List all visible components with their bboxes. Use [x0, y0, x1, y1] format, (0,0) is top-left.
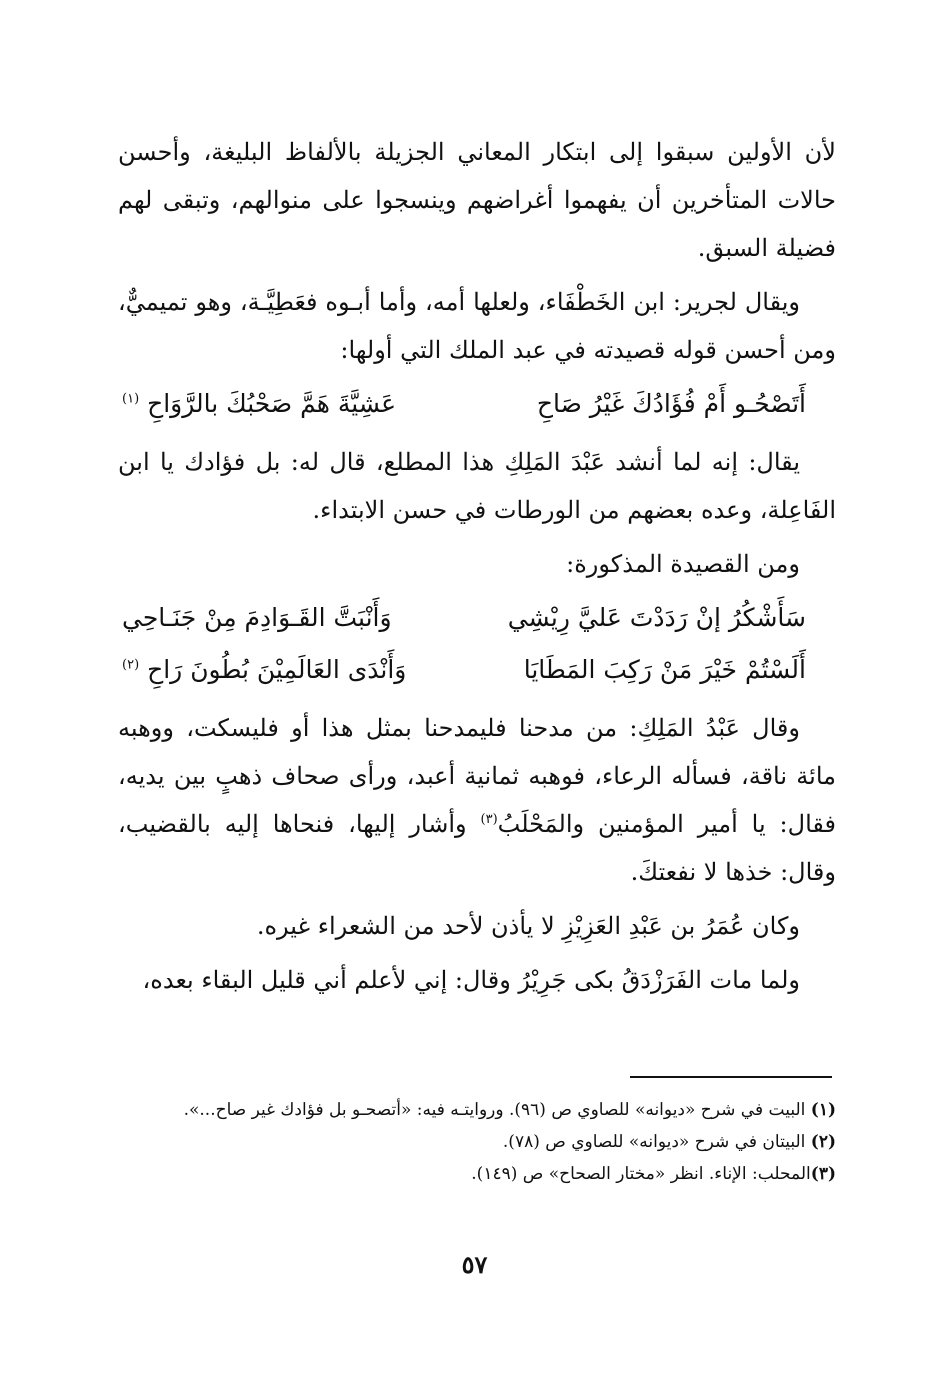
paragraph-7: ولما مات الفَرَزْدَقُ بكى جَرِيْرُ وقال: إني لأعلم أني قليل البقاء بعده،: [142, 966, 800, 994]
verse-line-2: [118, 594, 836, 642]
verse-line-1: [118, 380, 836, 428]
footnote-ref-2: (٢): [122, 657, 140, 673]
verse-3-first-hemistich: أَلَسْتُمْ خَيْرَ مَنْ رَكِبَ المَطَايَا: [523, 655, 806, 684]
footnote-2: [118, 1126, 836, 1158]
paragraph-1: لأن الأولين سبقوا إلى ابتكار المعاني الجزيلة بالألفاظ البليغة، وأحسن حالات المتأخرين أن يفهموا أغراضهم وينسجوا على منوالهم، وتبقى لهم فضيلة السبق.: [118, 138, 836, 262]
footnote-2-number: (٢): [810, 1132, 836, 1152]
verse-line-3: [118, 646, 836, 694]
footnote-3-number: (٣): [810, 1164, 836, 1184]
footnotes: [118, 1094, 836, 1190]
footnote-1: [118, 1094, 836, 1126]
verse-2-first-hemistich: سَأَشْكُرُ إنْ رَدَدْتَ عَليَّ رِيْشِي: [507, 603, 806, 632]
paragraph-4: ومن القصيدة المذكورة:: [566, 550, 800, 578]
footnote-divider: [630, 1076, 832, 1078]
paragraph-6: وكان عُمَرُ بن عَبْدِ العَزِيْزِ لا يأذن لأحد من الشعراء غيره.: [256, 912, 800, 940]
paragraph-5-part-1: وقال عَبْدُ المَلِكِ: من مدحنا فليمدحنا بمثل هذا أو فليسكت، ووهبه مائة ناقة، فسأله الرعاء، فوهبه ثمانية أعبد، ورأى صحاف ذهبٍ بين يديه، فقال: يا أمير المؤمنين والمَحْلَبُ: [118, 714, 836, 838]
page-number: ٥٧: [461, 1250, 488, 1279]
paragraph-5: [118, 704, 836, 896]
verse-3-second-hemistich: وَأَنْدَى العَالَمِيْنَ بُطُونَ رَاحِ: [147, 655, 407, 684]
footnote-3-text: المحلب: الإناء. انظر «مختار الصحاح» ص (١٤٩).: [471, 1164, 811, 1184]
main-text: [118, 128, 836, 1010]
verse-1-second-hemistich: عَشِيَّةَ هَمَّ صَحْبُكَ بالرَّوَاحِ: [147, 389, 397, 418]
paragraph-5-part-2: وأشار إليها، فنحاها إليه بالقضيب، وقال: خذها لا نفعتكَ.: [118, 810, 836, 886]
verse-1-second-hemistich-wrap: [122, 380, 396, 428]
footnote-1-text: البيت في شرح «ديوانه» للصاوي ص (٩٦). وروايتـه فيه: «أتصحـو بل فؤادك غير صاح...».: [183, 1100, 811, 1120]
verse-1-first-hemistich: أَتَصْحُـو أَمْ فُؤَادُكَ غَيْرُ صَاحِ: [536, 389, 806, 418]
footnote-3: [118, 1158, 836, 1190]
footnote-ref-1: (١): [122, 391, 140, 407]
verse-3-second-hemistich-wrap: [122, 646, 406, 694]
footnote-2-text: البيتان في شرح «ديوانه» للصاوي ص (٧٨).: [502, 1132, 811, 1152]
verse-2-second-hemistich: وَأَنْبَتَّ القَـوَادِمَ مِنْ جَنَـاحِي: [122, 603, 392, 632]
footnote-ref-3: (٣): [480, 812, 498, 827]
paragraph-3: يقال: إنه لما أنشد عَبْدَ المَلِكِ هذا المطلع، قال له: بل فؤادك يا ابن الفَاعِلة، وعده بعضهم من الورطات في حسن الابتداء.: [118, 448, 836, 524]
paragraph-2: ويقال لجرير: ابن الخَطْفَاء، ولعلها أمه، وأما أبـوه فعَطِيَّـة، وهو تميميٌّ، ومن أحسن قوله قصيدته في عبد الملك التي أولها:: [118, 288, 836, 364]
footnote-1-number: (١): [810, 1100, 836, 1120]
